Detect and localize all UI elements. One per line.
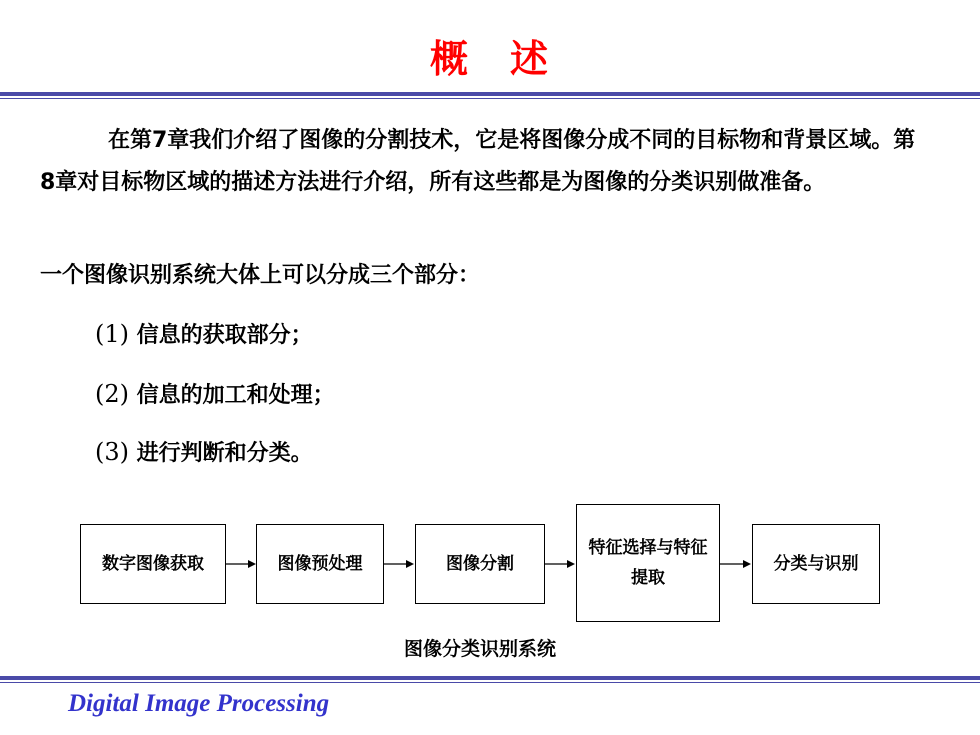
part-item-2 <box>95 378 335 409</box>
slide-title: 概 述 <box>429 37 550 81</box>
footer-course-title: Digital Image Processing <box>68 690 330 717</box>
flow-arrow-4 <box>720 556 753 572</box>
part-number: (3) <box>95 438 129 466</box>
top-divider-thick <box>0 92 980 96</box>
flow-box-acquisition: 数字图像获取 <box>80 524 226 604</box>
flow-box-segmentation: 图像分割 <box>415 524 545 604</box>
diagram-caption: 图像分类识别系统 <box>403 638 556 660</box>
bottom-divider-thin <box>0 682 980 683</box>
flow-arrow-3 <box>545 556 577 572</box>
part-number: (1) <box>95 320 129 348</box>
intro-paragraph: 在第7章我们介绍了图像的分割技术，它是将图像分成不同的目标物和背景区域。第8章对目标物区域的描述方法进行介绍，所有这些都是为图像的分类识别做准备。 <box>40 128 916 195</box>
part-item-3 <box>95 436 313 467</box>
flow-box-classification: 分类与识别 <box>752 524 880 604</box>
part-text: 信息的获取部分； <box>136 323 313 348</box>
flow-arrow-2 <box>384 556 416 572</box>
part-number: (2) <box>95 380 129 408</box>
flow-box-preprocessing: 图像预处理 <box>256 524 384 604</box>
bottom-divider-thick <box>0 676 980 680</box>
part-text: 信息的加工和处理； <box>136 383 335 408</box>
flow-arrow-1 <box>226 556 258 572</box>
system-heading: 一个图像识别系统大体上可以分成三个部分： <box>40 263 481 288</box>
part-text: 进行判断和分类。 <box>136 441 313 466</box>
top-divider-thin <box>0 98 980 99</box>
part-item-1 <box>95 318 313 349</box>
flow-box-feature: 特征选择与特征提取 <box>576 504 720 622</box>
